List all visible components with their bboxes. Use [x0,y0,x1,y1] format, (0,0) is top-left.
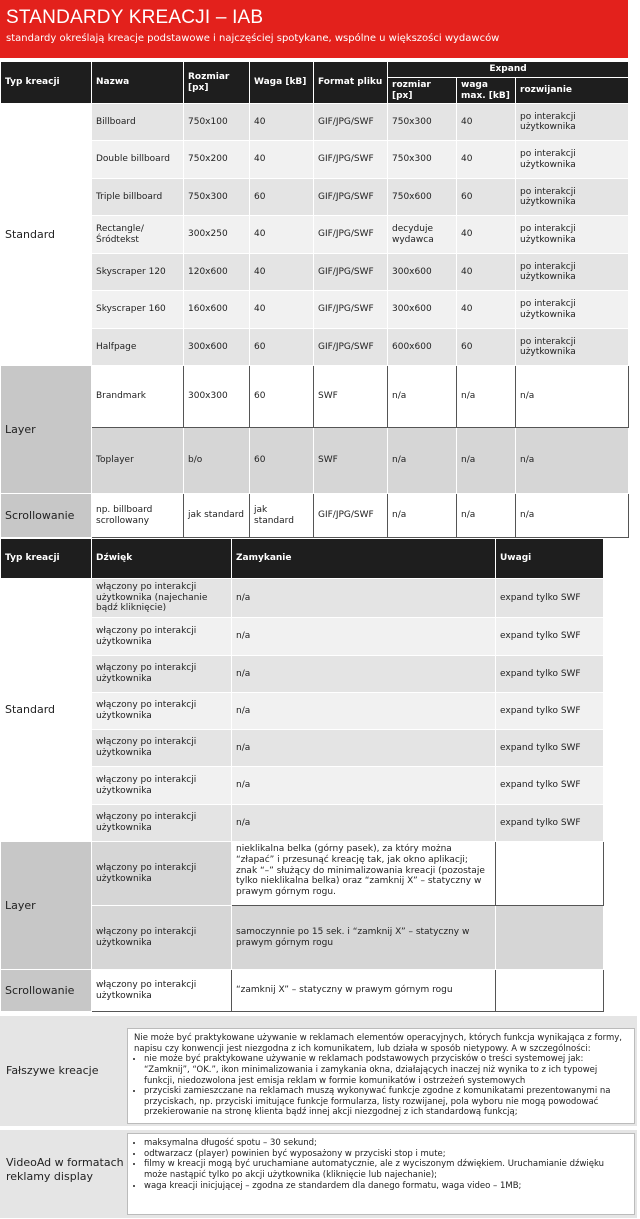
cell-exp-rozmiar: 300x600 [388,254,457,291]
cell-uwagi: expand tylko SWF [496,579,604,618]
cell-zamykanie: “zamknij X” – statyczny w prawym górnym rogu [232,970,496,1012]
col-header-format: Format pliku [314,62,388,104]
cell-uwagi [496,970,604,1012]
cell-rozmiar: 750x200 [184,141,250,179]
cell-dzwiek: włączony po interakcji użytkownika [92,906,232,970]
cell-exp-rozmiar: n/a [388,428,457,494]
page-title: STANDARDY KREACJI – IAB [6,7,264,28]
section-videoad [0,1130,637,1218]
cell-format: GIF/JPG/SWF [314,494,388,538]
group-scroll: Scrollowanie [1,494,92,538]
section-falszywe [0,1016,637,1126]
cell-format: SWF [314,428,388,494]
group-standard: Standard [1,104,92,366]
section-label: VideoAd w formatach reklamy display [6,1156,124,1183]
table-row [1,693,604,730]
table-row [1,216,629,254]
cell-uwagi: expand tylko SWF [496,767,604,805]
list-item: • przyciski zamieszczane na reklamach muszą wykonywać funkcje zgodne z komunikatami prezentowanymi na przyciskach, np. przyciski imitujące funkcje formularza, listy rozwijanej, pola wyboru nie mogą powodować przekierowanie na stronę klienta bądź innej akcji niezgodnej z ich standardową funkcją; [144,1086,628,1118]
cell-exp-rozmiar: 750x300 [388,104,457,141]
col-header-rozwijanie: rozwijanie [516,77,629,104]
cell-rozmiar: jak standard [184,494,250,538]
cell-format: GIF/JPG/SWF [314,104,388,141]
col-header-typ: Typ kreacji [1,62,92,104]
col-header-uwagi: Uwagi [496,539,604,579]
cell-format: GIF/JPG/SWF [314,179,388,216]
cell-zamykanie: n/a [232,579,496,618]
cell-format: GIF/JPG/SWF [314,254,388,291]
table-row [1,329,629,366]
cell-nazwa: Triple billboard [92,179,184,216]
cell-rozmiar: 300x600 [184,329,250,366]
cell-waga: jak standard [250,494,314,538]
cell-exp-rozmiar: n/a [388,494,457,538]
cell-rozmiar: 160x600 [184,291,250,329]
cell-format: GIF/JPG/SWF [314,216,388,254]
cell-exp-waga: 60 [457,179,516,216]
cell-rozwijanie: po interakcji użytkownika [516,141,629,179]
table-row [1,141,629,179]
cell-rozmiar: 750x100 [184,104,250,141]
cell-exp-waga: 40 [457,141,516,179]
cell-nazwa: Toplayer [92,428,184,494]
cell-nazwa: Skyscraper 120 [92,254,184,291]
cell-rozwijanie: po interakcji użytkownika [516,216,629,254]
cell-nazwa: Skyscraper 160 [92,291,184,329]
table-row [1,618,604,656]
cell-zamykanie: nieklikalna belka (górny pasek), za który można “złapać” i przesunąć kreację tak, jak okno aplikacji; znak “–” służący do minimalizowania kreacji (pozostaje tylko nieklikalna belka) oraz “zamknij X” – statyczny w prawym górnym rogu. [232,842,496,906]
cell-rozwijanie: n/a [516,366,629,428]
cell-nazwa: Rectangle/ Śródtekst [92,216,184,254]
cell-waga: 60 [250,428,314,494]
cell-format: SWF [314,366,388,428]
cell-exp-waga: n/a [457,428,516,494]
cell-rozmiar: 750x300 [184,179,250,216]
cell-exp-waga: n/a [457,366,516,428]
cell-uwagi: expand tylko SWF [496,805,604,842]
intro-text: Nie może być praktykowane używanie w reklamach elementów operacyjnych, których funkcja wynikająca z formy, napisu czy konwencji jest niezgodna z ich komunikatem, lub działa w sposób nietypowy. A w szczególności: [134,1033,623,1054]
cell-rozwijanie: po interakcji użytkownika [516,104,629,141]
cell-exp-rozmiar: n/a [388,366,457,428]
group-layer: Layer [1,366,92,494]
table-row [1,104,629,141]
group-standard: Standard [1,579,92,842]
cell-waga: 40 [250,104,314,141]
section-content [127,1028,635,1124]
table-row [1,579,604,618]
cell-rozmiar: 120x600 [184,254,250,291]
cell-waga: 60 [250,329,314,366]
col-header-expand: Expand [388,62,629,78]
cell-nazwa: Halfpage [92,329,184,366]
cell-nazwa: Double billboard [92,141,184,179]
cell-rozmiar: 300x250 [184,216,250,254]
cell-zamykanie: samoczynnie po 15 sek. i “zamknij X” – statyczny w prawym górnym rogu [232,906,496,970]
table-row [1,179,629,216]
cell-waga: 60 [250,179,314,216]
col-header-zamykanie: Zamykanie [232,539,496,579]
table-row [1,730,604,767]
cell-uwagi [496,842,604,906]
cell-rozwijanie: po interakcji użytkownika [516,179,629,216]
col-header-exp-rozmiar: rozmiar [px] [388,77,457,104]
cell-exp-waga: 40 [457,254,516,291]
cell-nazwa: Brandmark [92,366,184,428]
cell-zamykanie: n/a [232,693,496,730]
cell-waga: 40 [250,141,314,179]
cell-dzwiek: włączony po interakcji użytkownika [92,656,232,693]
cell-waga: 60 [250,366,314,428]
table-row [1,805,604,842]
cell-dzwiek: włączony po interakcji użytkownika [92,730,232,767]
cell-uwagi [496,906,604,970]
list-item: • waga kreacji inicjującej – zgodna ze standardem dla danego formatu, waga video – 1MB; [144,1181,628,1192]
cell-zamykanie: n/a [232,656,496,693]
cell-exp-rozmiar: 600x600 [388,329,457,366]
table-row [1,842,604,906]
cell-rozwijanie: po interakcji użytkownika [516,329,629,366]
cell-exp-rozmiar: 750x300 [388,141,457,179]
col-header-exp-waga: waga max. [kB] [457,77,516,104]
cell-rozwijanie: po interakcji użytkownika [516,291,629,329]
cell-dzwiek: włączony po interakcji użytkownika [92,842,232,906]
bullet-list [134,1138,628,1191]
cell-nazwa: np. billboard scrollowany [92,494,184,538]
col-header-nazwa: Nazwa [92,62,184,104]
cell-dzwiek: włączony po interakcji użytkownika [92,693,232,730]
page-subtitle: standardy określają kreacje podstawowe i najczęściej spotykane, wspólne u większości wydawców [6,33,500,44]
table-row [1,970,604,1012]
cell-format: GIF/JPG/SWF [314,291,388,329]
cell-uwagi: expand tylko SWF [496,618,604,656]
group-scroll: Scrollowanie [1,970,92,1012]
cell-dzwiek: włączony po interakcji użytkownika [92,618,232,656]
table-row [1,254,629,291]
cell-uwagi: expand tylko SWF [496,693,604,730]
sound-closing-table [0,538,604,1012]
col-header-rozmiar: Rozmiar [px] [184,62,250,104]
cell-zamykanie: n/a [232,618,496,656]
cell-format: GIF/JPG/SWF [314,141,388,179]
cell-waga: 40 [250,216,314,254]
standards-table [0,61,629,538]
table-row [1,906,604,970]
page-header [0,0,628,58]
cell-waga: 40 [250,291,314,329]
cell-rozwijanie: po interakcji użytkownika [516,254,629,291]
list-item: • odtwarzacz (player) powinien być wyposażony w przyciski stop i mute; [144,1149,628,1160]
cell-zamykanie: n/a [232,805,496,842]
cell-zamykanie: n/a [232,767,496,805]
table-row [1,366,629,428]
cell-dzwiek: włączony po interakcji użytkownika (najechanie bądź kliknięcie) [92,579,232,618]
section-label: Fałszywe kreacje [6,1064,99,1077]
cell-exp-waga: n/a [457,494,516,538]
table-row [1,656,604,693]
cell-exp-waga: 60 [457,329,516,366]
cell-nazwa: Billboard [92,104,184,141]
cell-exp-waga: 40 [457,291,516,329]
cell-exp-waga: 40 [457,104,516,141]
cell-zamykanie: n/a [232,730,496,767]
cell-exp-rozmiar: decyduje wydawca [388,216,457,254]
bullet-list [134,1054,628,1118]
cell-rozmiar: b/o [184,428,250,494]
cell-format: GIF/JPG/SWF [314,329,388,366]
col-header-waga: Waga [kB] [250,62,314,104]
table-row [1,291,629,329]
cell-rozmiar: 300x300 [184,366,250,428]
list-item: • nie może być praktykowane używanie w reklamach podstawowych przycisków o treści systemowej jak: “Zamknij”, “OK.”, ikon minimalizowania i zamykania okna, działających inaczej niż wynika to z ich typowej funkcji, niedozwolona jest emisja reklam w formie komunikatów i ostrzeżeń systemowych [144,1054,628,1086]
section-content [127,1133,635,1215]
cell-dzwiek: włączony po interakcji użytkownika [92,767,232,805]
cell-rozwijanie: n/a [516,428,629,494]
cell-exp-rozmiar: 750x600 [388,179,457,216]
list-item: • filmy w kreacji mogą być uruchamiane automatycznie, ale z wyciszonym dźwiękiem. Uruchamianie dźwięku może nastąpić tylko po akcji użytkownika (kliknięcie lub najechanie); [144,1159,628,1180]
cell-uwagi: expand tylko SWF [496,656,604,693]
list-item: • maksymalna długość spotu – 30 sekund; [144,1138,628,1149]
cell-rozwijanie: n/a [516,494,629,538]
cell-waga: 40 [250,254,314,291]
cell-exp-rozmiar: 300x600 [388,291,457,329]
col-header-typ: Typ kreacji [1,539,92,579]
cell-dzwiek: włączony po interakcji użytkownika [92,805,232,842]
table-row [1,767,604,805]
table-row [1,494,629,538]
cell-dzwiek: włączony po interakcji użytkownika [92,970,232,1012]
cell-exp-waga: 40 [457,216,516,254]
cell-uwagi: expand tylko SWF [496,730,604,767]
group-layer: Layer [1,842,92,970]
table-row [1,428,629,494]
col-header-dzwiek: Dźwięk [92,539,232,579]
